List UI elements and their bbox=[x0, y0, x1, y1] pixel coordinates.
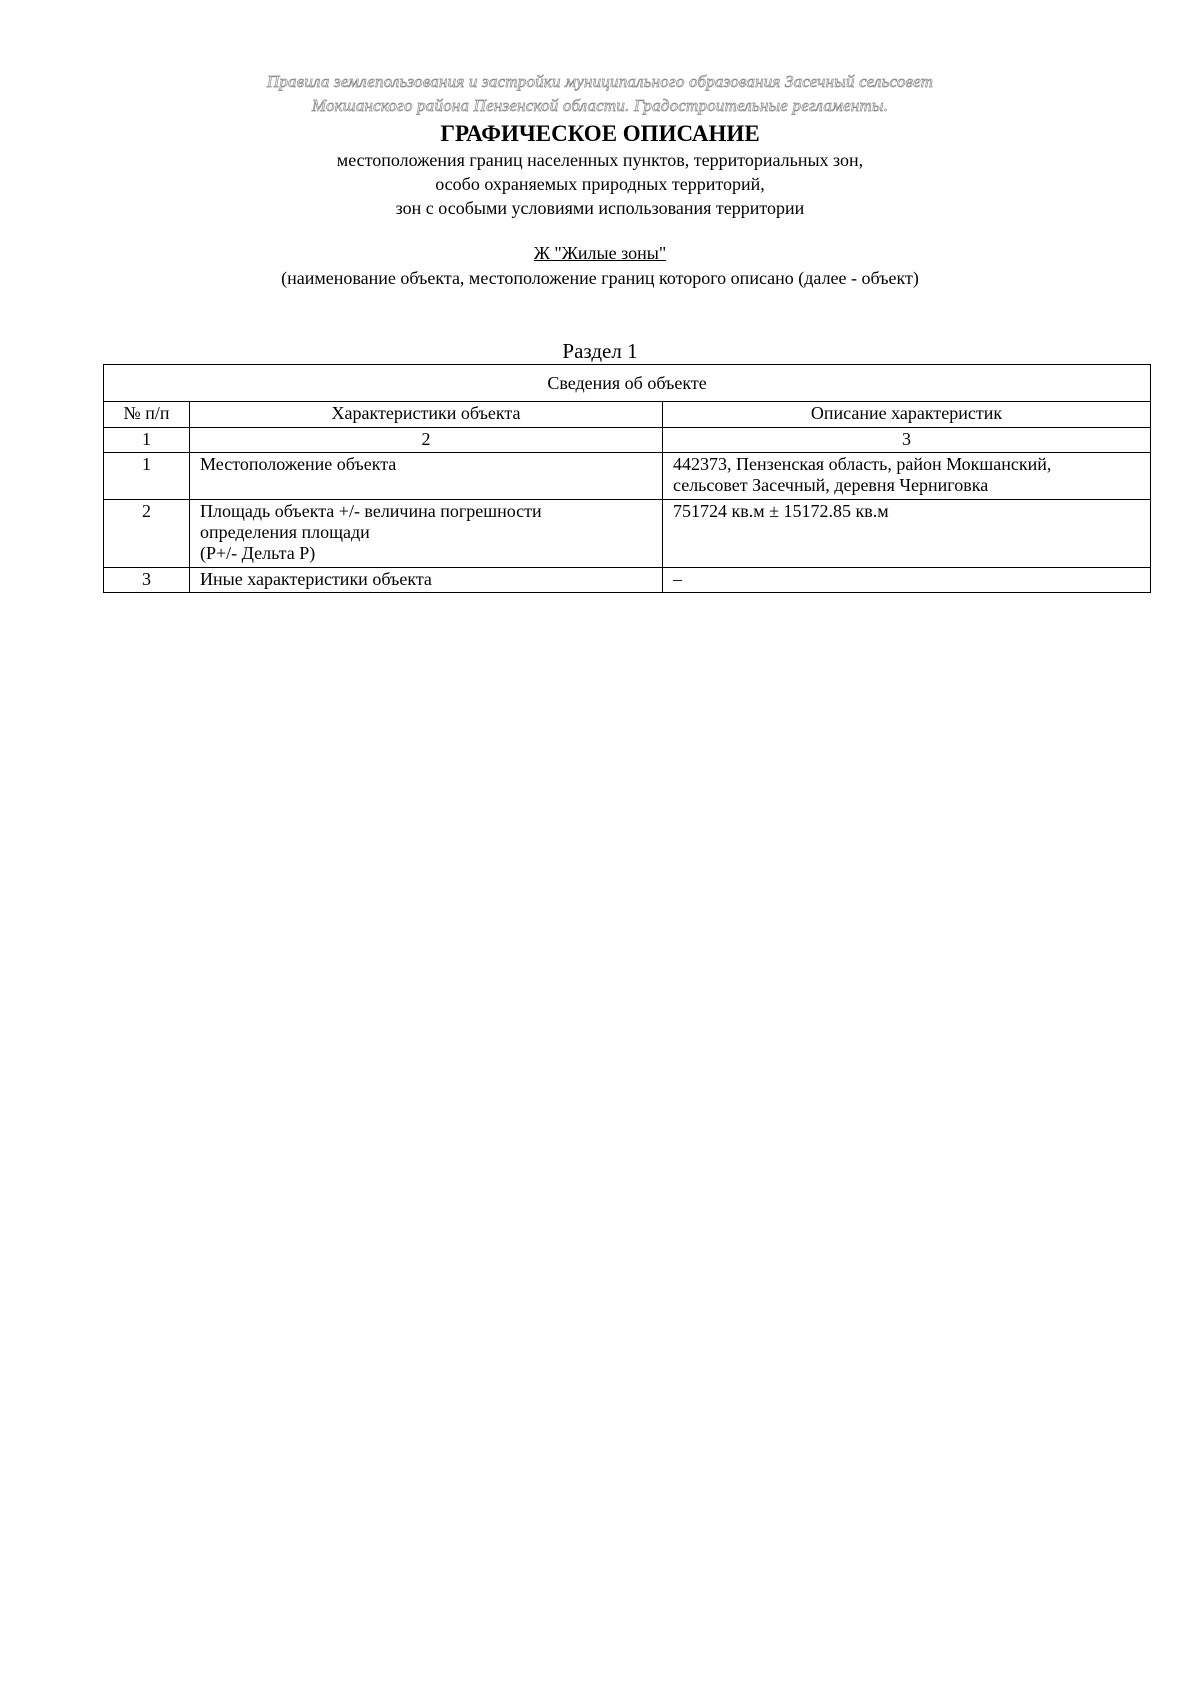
table-caption: Сведения об объекте bbox=[104, 365, 1151, 402]
column-header-characteristic: Характеристики объекта bbox=[190, 402, 663, 428]
description-line: 751724 кв.м ± 15172.85 кв.м bbox=[673, 501, 889, 521]
characteristic-line: определения площади bbox=[200, 522, 370, 542]
column-header-num: № п/п bbox=[104, 402, 190, 428]
subtitle-line-1: местоположения границ населенных пунктов, территориальных зон, bbox=[336, 150, 864, 170]
document-header-note bbox=[0, 70, 1200, 118]
table-header-row bbox=[104, 402, 1151, 428]
row-characteristic bbox=[190, 453, 663, 500]
description-line: 442373, Пензенская область, район Мокшанский, bbox=[673, 454, 1052, 474]
column-number-3: 3 bbox=[663, 428, 1151, 453]
row-number: 1 bbox=[104, 453, 190, 500]
document-title: ГРАФИЧЕСКОЕ ОПИСАНИЕ bbox=[440, 121, 760, 146]
characteristic-line: Местоположение объекта bbox=[200, 454, 397, 474]
object-caption: (наименование объекта, местоположение границ которого описано (далее - объект) bbox=[281, 268, 919, 288]
description-line: – bbox=[673, 569, 682, 589]
table-row bbox=[104, 500, 1151, 568]
row-description bbox=[663, 500, 1151, 568]
table-caption-row bbox=[104, 365, 1151, 402]
row-description bbox=[663, 453, 1151, 500]
title-block bbox=[0, 120, 1200, 220]
subtitle-line-3: зон с особыми условиями использования территории bbox=[395, 198, 805, 218]
header-note-line-2: Мокшанского района Пензенской области. Градостроительные регламенты. bbox=[311, 96, 889, 115]
section-title: Раздел 1 bbox=[562, 339, 638, 363]
header-note-line-1: Правила землепользования и застройки муниципального образования Засечный сельсовет bbox=[266, 72, 934, 91]
characteristic-line: Иные характеристики объекта bbox=[200, 569, 432, 589]
object-name: Ж "Жилые зоны" bbox=[533, 243, 667, 263]
row-number: 2 bbox=[104, 500, 190, 568]
table-row bbox=[104, 568, 1151, 593]
characteristic-line: Площадь объекта +/- величина погрешности bbox=[200, 501, 542, 521]
description-line: сельсовет Засечный, деревня Черниговка bbox=[673, 475, 989, 495]
table-row bbox=[104, 453, 1151, 500]
subtitle-line-2: особо охраняемых природных территорий, bbox=[435, 174, 765, 194]
object-block bbox=[0, 241, 1200, 291]
row-characteristic bbox=[190, 500, 663, 568]
row-characteristic bbox=[190, 568, 663, 593]
object-info-table bbox=[103, 364, 1151, 593]
column-number-1: 1 bbox=[104, 428, 190, 453]
row-description bbox=[663, 568, 1151, 593]
row-number: 3 bbox=[104, 568, 190, 593]
characteristic-line: (P+/- Дельта P) bbox=[200, 543, 316, 563]
column-number-2: 2 bbox=[190, 428, 663, 453]
table-column-numbers-row bbox=[104, 428, 1151, 453]
column-header-description: Описание характеристик bbox=[663, 402, 1151, 428]
